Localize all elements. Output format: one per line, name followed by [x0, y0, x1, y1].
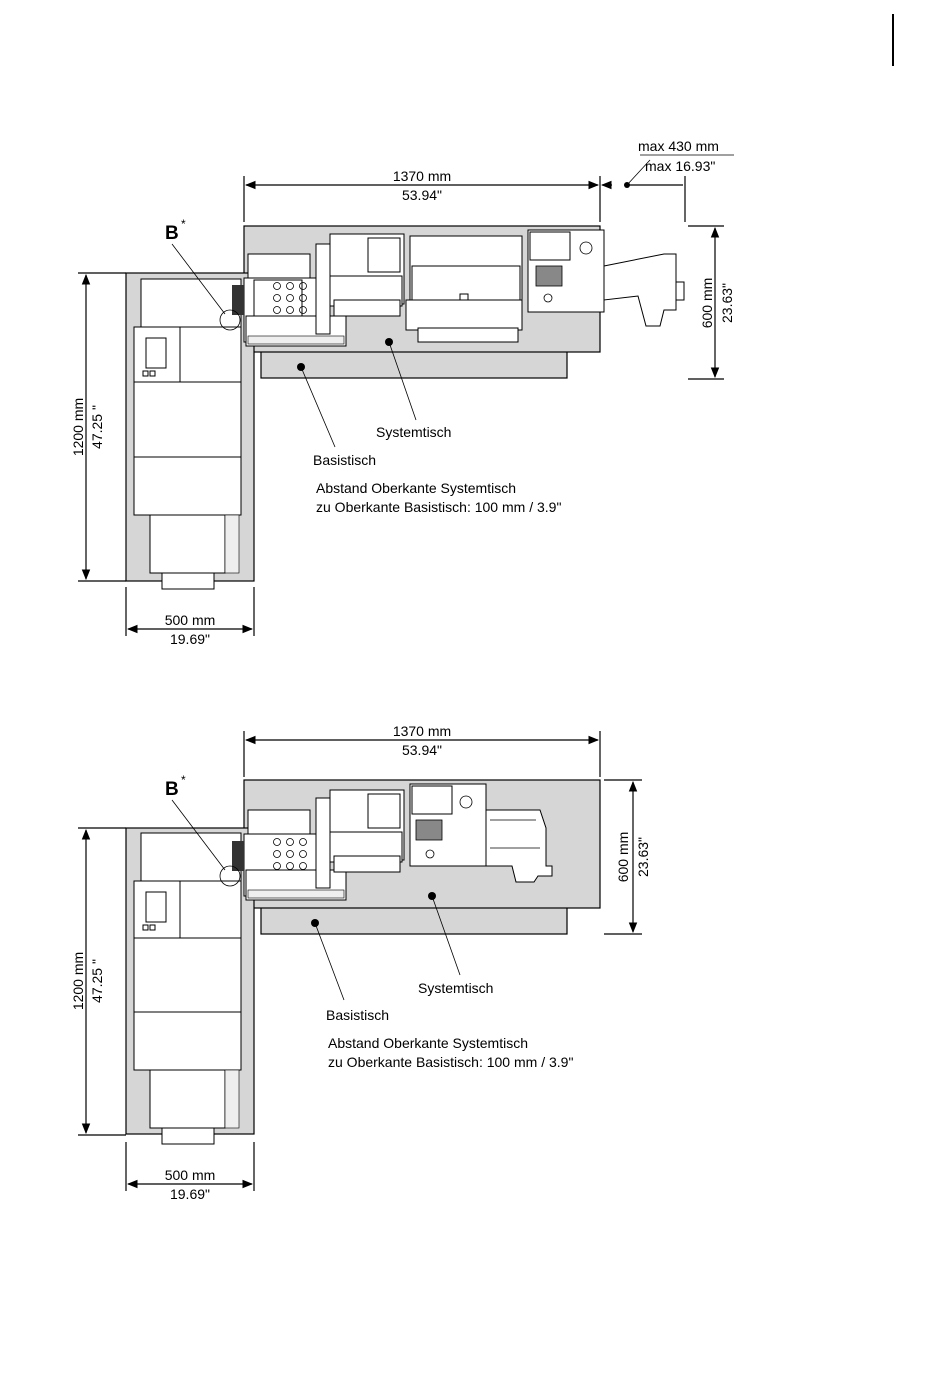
detail-superscript: *	[181, 773, 186, 787]
width-inch: 53.94"	[401, 187, 443, 203]
tower-width-mm: 500 mm	[164, 612, 216, 628]
tower-modules	[134, 833, 241, 1144]
basistisch-table	[261, 350, 567, 378]
tower-width-inch: 19.69"	[169, 631, 211, 647]
systemtisch-label: Systemtisch	[418, 980, 494, 996]
tower-width-mm: 500 mm	[164, 1167, 216, 1183]
extra-width-inch: max 16.93"	[645, 158, 716, 174]
systemtisch-label: Systemtisch	[376, 424, 452, 440]
width-mm: 1370 mm	[392, 723, 452, 739]
height-mm: 600 mm	[615, 831, 631, 883]
tower-height-mm: 1200 mm	[70, 951, 86, 1011]
tower-width-inch: 19.69"	[169, 1186, 211, 1202]
width-mm: 1370 mm	[392, 168, 452, 184]
extra-width-mm: max 430 mm	[638, 138, 719, 154]
basistisch-label: Basistisch	[326, 1007, 390, 1023]
detail-label: B	[165, 779, 179, 800]
diagram-top	[70, 138, 735, 647]
note-line-2: zu Oberkante Basistisch: 100 mm / 3.9"	[328, 1054, 574, 1070]
height-inch: 23.63"	[635, 836, 651, 878]
height-mm: 600 mm	[699, 277, 715, 329]
detail-superscript: *	[181, 217, 186, 231]
basistisch-label: Basistisch	[313, 452, 377, 468]
tower-height-inch: 47.25 "	[89, 405, 105, 449]
note-line-2: zu Oberkante Basistisch: 100 mm / 3.9"	[316, 499, 562, 515]
detail-label: B	[165, 223, 179, 244]
height-inch: 23.63"	[719, 282, 735, 324]
tower-height-mm: 1200 mm	[70, 397, 86, 457]
basistisch-table	[261, 906, 567, 934]
tower-modules	[134, 279, 241, 589]
note-line-1: Abstand Oberkante Systemtisch	[316, 480, 516, 496]
tower-height-inch: 47.25 "	[89, 959, 105, 1003]
width-inch: 53.94"	[401, 742, 443, 758]
note-line-1: Abstand Oberkante Systemtisch	[328, 1035, 528, 1051]
diagram-bottom	[70, 723, 651, 1202]
